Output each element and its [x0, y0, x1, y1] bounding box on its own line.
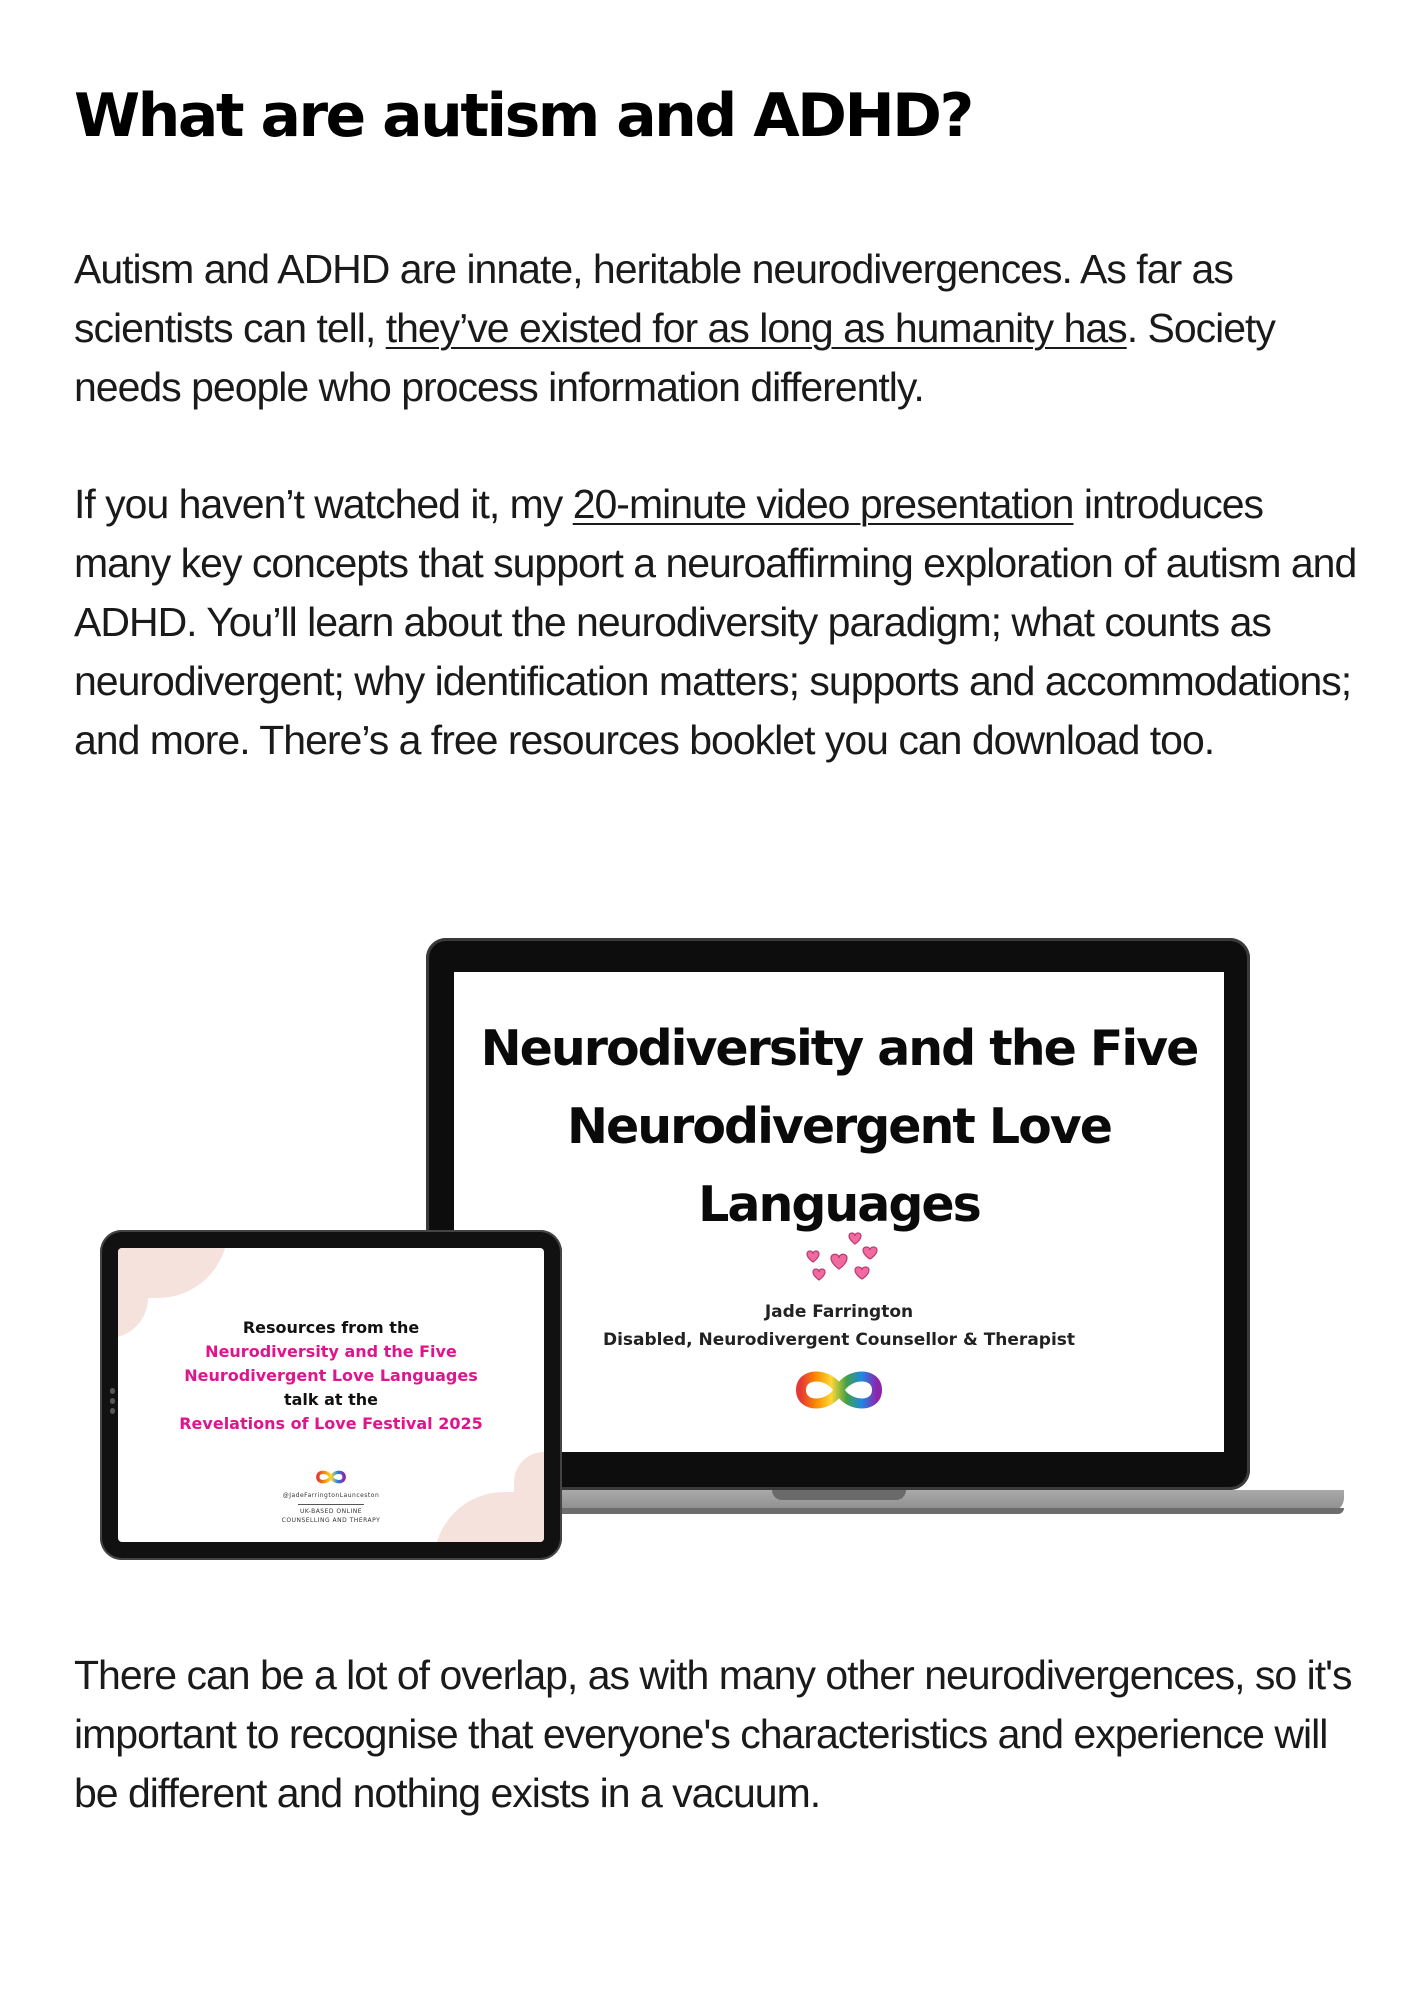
tablet-line-3: Neurodivergent Love Languages [184, 1366, 478, 1385]
paragraph-intro-text-start: Autism and ADHD are innate, heritable neurodivergences. As far as scientists can tell, [74, 246, 1233, 351]
tablet-line-4: talk at the [283, 1390, 379, 1409]
tablet-line-5: Revelations of Love Festival 2025 [179, 1414, 483, 1433]
laptop-base-edge [548, 1508, 1344, 1514]
paragraph-video-text-start: If you haven’t watched it, my [74, 481, 573, 527]
rainbow-infinity-icon [315, 1468, 347, 1486]
tablet-camera-dot [110, 1388, 115, 1394]
tablet-handle: @JadeFarringtonLaunceston [282, 1492, 380, 1499]
tablet-line-1: Resources from the [242, 1318, 420, 1337]
laptop-screen [454, 972, 1224, 1452]
paragraph-intro [74, 240, 1364, 417]
presenter-role: Disabled, Neurodivergent Counsellor & Therapist [602, 1330, 1076, 1350]
tablet-line-2: Neurodiversity and the Five [205, 1342, 457, 1361]
humanity-history-link[interactable]: they’ve existed for as long as humanity has [385, 305, 1127, 351]
tablet-footer-2: COUNSELLING AND THERAPY [281, 1517, 381, 1524]
tablet-footer-1: UK-BASED ONLINE [299, 1508, 363, 1515]
rainbow-infinity-icon [793, 1364, 885, 1416]
hearts-icon [799, 1230, 889, 1290]
paragraph-video [74, 475, 1364, 770]
laptop-notch [772, 1490, 906, 1500]
tablet-camera-dot [110, 1398, 115, 1404]
laptop-slide-title: Neurodiversity and the Five Neurodivergent Love Languages [480, 1020, 1198, 1233]
paragraph-overlap: There can be a lot of overlap, as with many other neurodivergences, so it's important to recognise that everyone's characteristics and experience will be different and nothing exists in a vacuum. [74, 1652, 1352, 1816]
tablet-screen [118, 1248, 544, 1542]
paragraph-intro-text-end: . Society needs people who process information differently. [74, 305, 1275, 410]
video-presentation-link[interactable]: 20-minute video presentation [572, 481, 1074, 527]
tablet-camera-dot [110, 1408, 115, 1414]
presenter-name: Jade Farrington [764, 1302, 914, 1322]
tablet-divider [298, 1504, 364, 1505]
page-title: What are autism and ADHD? [74, 81, 972, 151]
paragraph-video-text-end: introduces many key concepts that support a neuroaffirming exploration of autism and ADHD. You’ll learn about the neurodiversity paradigm; what counts as neurodivergent; why identification matters; supports and accommodations; and more. There’s a free resources booklet you can download too. [74, 481, 1357, 763]
